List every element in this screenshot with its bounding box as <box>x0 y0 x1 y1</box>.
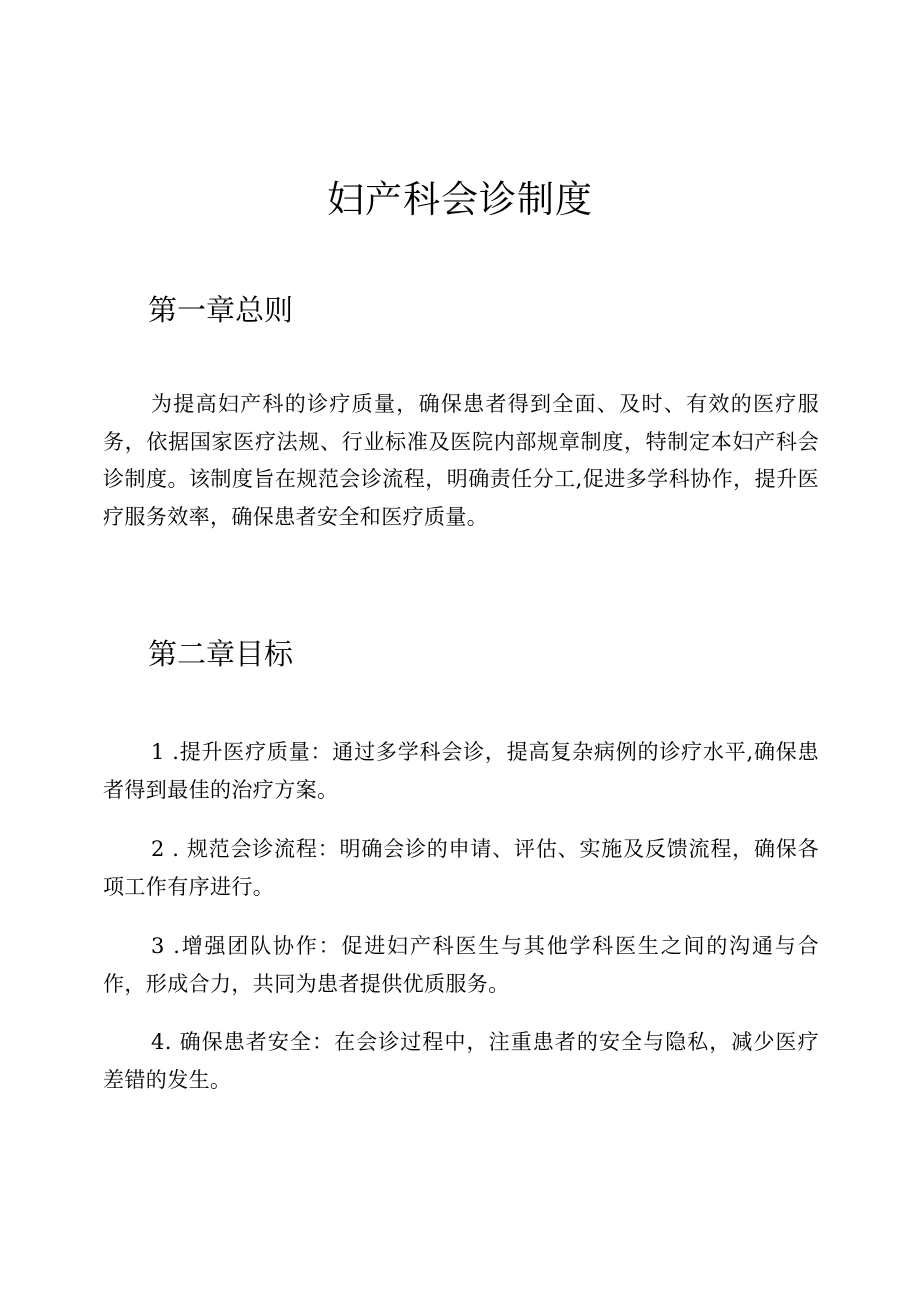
goal-item-2: 2 . 规范会诊流程：明确会诊的申请、评估、实施及反馈流程，确保各项工作有序进行。 <box>103 837 819 899</box>
chapter-1-heading: 第一章总则 <box>148 293 294 327</box>
goal-item-4: 4. 确保患者安全：在会诊过程中，注重患者的安全与隐私，减少医疗差错的发生。 <box>103 1030 819 1092</box>
document-title: 妇产科会诊制度 <box>327 178 593 221</box>
chapter-2-heading: 第二章目标 <box>148 637 294 671</box>
chapter-1-paragraph: 为提高妇产科的诊疗质量，确保患者得到全面、及时、有效的医疗服务，依据国家医疗法规、行业标准及医院内部规章制度，特制定本妇产科会诊制度。该制度旨在规范会诊流程，明确责任分工,促进多学科协作，提升医疗服务效率，确保患者安全和医疗质量。 <box>103 392 819 529</box>
goal-item-1: 1 .提升医疗质量：通过多学科会诊，提高复杂病例的诊疗水平,确保患者得到最佳的治疗方案。 <box>103 740 819 802</box>
goal-item-3: 3 .增强团队协作：促进妇产科医生与其他学科医生之间的沟通与合作，形成合力，共同为患者提供优质服务。 <box>103 934 819 996</box>
